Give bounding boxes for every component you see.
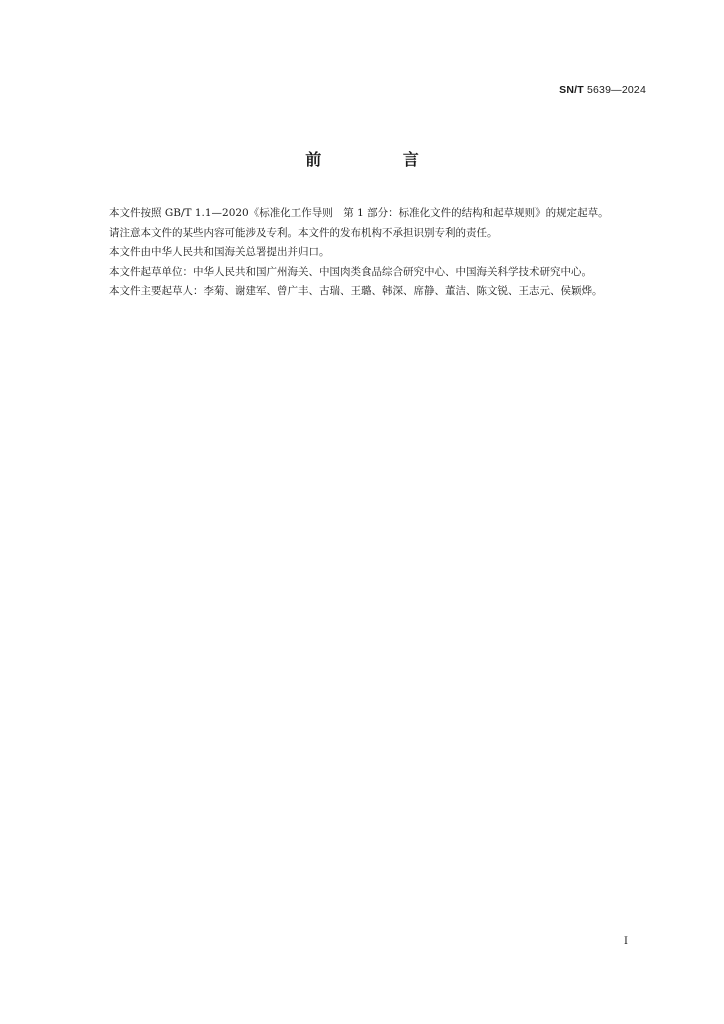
paragraph-proposer: 本文件由中华人民共和国海关总署提出并归口。 (109, 246, 330, 258)
paragraph-drafting-rules: 本文件按照 GB/T 1.1—2020《标准化工作导则 第 1 部分：标准化文件的结构和起草规则》的规定起草。 (109, 207, 609, 219)
paragraph-drafters: 本文件主要起草人：李菊、谢建军、曾广丰、古瑞、王璐、韩深、席静、董洁、陈文锐、王志元、侯颖烨。 (109, 285, 603, 297)
paragraph-patent-notice: 请注意本文件的某些内容可能涉及专利。本文件的发布机构不承担识别专利的责任。 (109, 226, 498, 239)
foreword-body (88, 204, 648, 302)
document-code-number: 5639—2024 (586, 84, 646, 96)
page-title: 前 言 (305, 150, 457, 169)
document-code (559, 84, 646, 96)
document-code-prefix: SN/T (559, 84, 584, 96)
page-number: I (624, 936, 628, 947)
paragraph-drafting-units: 本文件起草单位：中华人民共和国广州海关、中国肉类食品综合研究中心、中国海关科学技术研究中心。 (109, 265, 592, 278)
